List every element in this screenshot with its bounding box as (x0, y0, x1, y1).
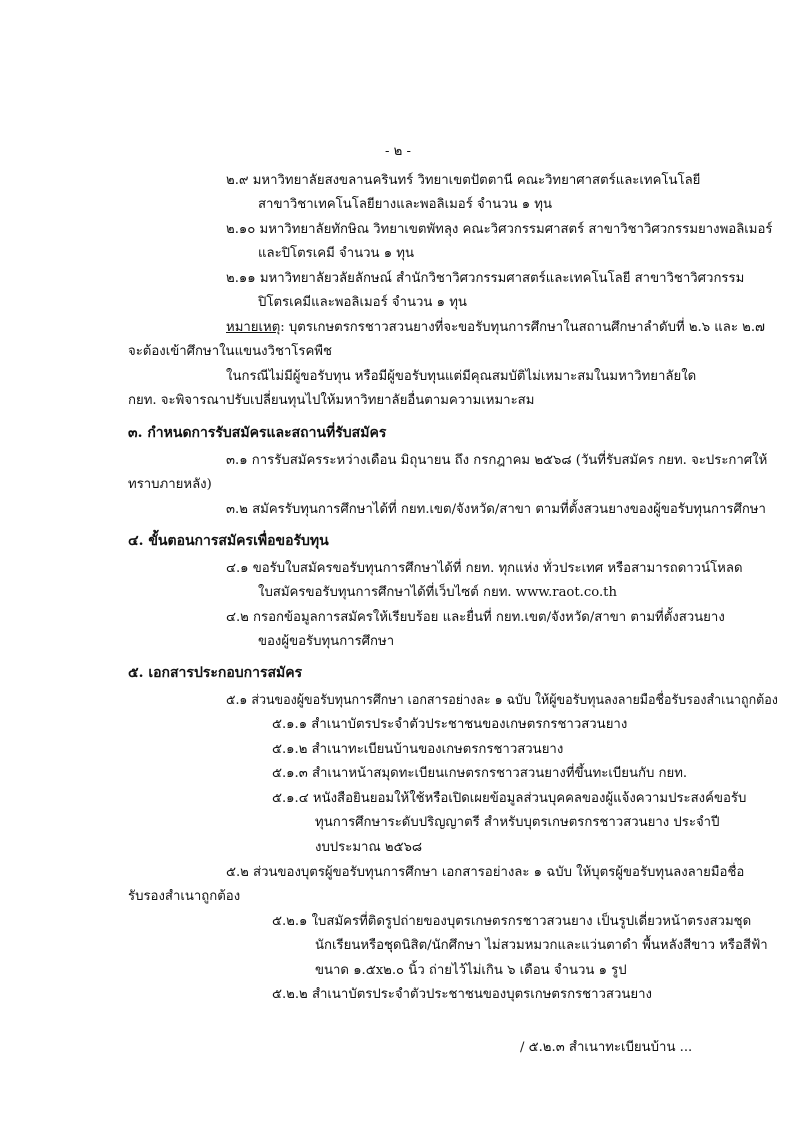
item-5-2-1-cont: นักเรียนหรือชุดนิสิต/นักศึกษา ไม่สวมหมวกและแว่นตาดำ พื้นหลังสีขาว หรือสีฟ้า (315, 938, 768, 953)
item-5-1-4: ๕.๑.๔ หนังสือยินยอมให้ใช้หรือเปิดเผยข้อมูลส่วนบุคคลของผู้แจ้งความประสงค์ขอรับ (272, 791, 747, 806)
item-3-2: ๓.๒ สมัครรับทุนการศึกษาได้ที่ กยท.เขต/จังหวัด/สาขา ตามที่ตั้งสวนยางของผู้ขอรับทุนการศึกษา (226, 502, 766, 517)
item-5-1-2: ๕.๑.๒ สำเนาทะเบียนบ้านของเกษตรกรชาวสวนยาง (272, 742, 564, 757)
remark-line (226, 319, 765, 337)
item-2-10: ๒.๑๐ มหาวิทยาลัยทักษิณ วิทยาเขตพัทลุง คณะวิศวกรรมศาสตร์ สาขาวิชาวิศวกรรมยางพอลิเมอร์ (226, 222, 773, 237)
item-5-2: ๕.๒ ส่วนของบุตรผู้ขอรับทุนการศึกษา เอกสารอย่างละ ๑ ฉบับ ให้บุตรผู้ขอรับทุนลงลายมือชื่อ (226, 865, 745, 880)
item-5-1-4-cont: ทุนการศึกษาระดับปริญญาตรี สำหรับบุตรเกษตรกรชาวสวนยาง ประจำปี (315, 815, 720, 830)
remark-text: : บุตรเกษตรกรชาวสวนยางที่จะขอรับทุนการศึกษาในสถานศึกษาลำดับที่ ๒.๖ และ ๒.๗ (280, 320, 765, 335)
item-5-1-4-cont2: งบประมาณ ๒๕๖๘ (315, 840, 423, 855)
item-5-1: ๕.๑ ส่วนของผู้ขอรับทุนการศึกษา เอกสารอย่างละ ๑ ฉบับ ให้ผู้ขอรับทุนลงลายมือชื่อรับรองสำเนาถูกต้อง (226, 693, 778, 708)
item-5-2-2: ๕.๒.๒ สำเนาบัตรประจำตัวประชาชนของบุตรเกษตรกรชาวสวนยาง (272, 987, 652, 1002)
item-4-1-cont: ใบสมัครขอรับทุนการศึกษาได้ที่เว็บไซต์ กยท. www.raot.co.th (258, 585, 617, 600)
item-4-2: ๔.๒ กรอกข้อมูลการสมัครให้เรียบร้อย และยื่นที่ กยท.เขต/จังหวัด/สาขา ตามที่ตั้งสวนยาง (226, 610, 725, 625)
item-2-9-cont: สาขาวิชาเทคโนโลยียางและพอลิเมอร์ จำนวน ๑ ทุน (258, 197, 553, 212)
continuation-note: / ๕.๒.๓ สำเนาทะเบียนบ้าน ... (520, 1040, 693, 1055)
item-4-2-cont: ของผู้ขอรับทุนการศึกษา (258, 634, 395, 649)
item-5-1-3: ๕.๑.๓ สำเนาหน้าสมุดทะเบียนเกษตรกรชาวสวนยางที่ขึ้นทะเบียนกับ กยท. (272, 766, 688, 781)
item-3-1: ๓.๑ การรับสมัครระหว่างเดือน มิถุนายน ถึง กรกฎาคม ๒๕๖๘ (วันที่รับสมัคร กยท. จะประกาศให้ (226, 453, 768, 468)
remark-cont: จะต้องเข้าศึกษาในแขนงวิชาโรคพืช (128, 344, 332, 359)
remark-label: หมายเหตุ (226, 320, 281, 335)
substitution-note-cont: กยท. จะพิจารณาปรับเปลี่ยนทุนไปให้มหาวิทยาลัยอื่นตามความเหมาะสม (128, 393, 535, 408)
substitution-note: ในกรณีไม่มีผู้ขอรับทุน หรือมีผู้ขอรับทุนแต่มีคุณสมบัติไม่เหมาะสมในมหาวิทยาลัยใด (226, 369, 697, 384)
page-number: - ๒ - (385, 144, 411, 159)
item-4-1: ๔.๑ ขอรับใบสมัครขอรับทุนการศึกษาได้ที่ กยท. ทุกแห่ง ทั่วประเทศ หรือสามารถดาวน์โหลด (226, 561, 743, 576)
item-5-2-1: ๕.๒.๑ ใบสมัครที่ติดรูปถ่ายของบุตรเกษตรกรชาวสวนยาง เป็นรูปเดี่ยวหน้าตรงสวมชุด (272, 914, 752, 929)
item-2-10-cont: และปิโตรเคมี จำนวน ๑ ทุน (258, 246, 415, 261)
item-2-9: ๒.๙ มหาวิทยาลัยสงขลานครินทร์ วิทยาเขตปัตตานี คณะวิทยาศาสตร์และเทคโนโลยี (226, 173, 701, 188)
section-5-heading: ๕. เอกสารประกอบการสมัคร (128, 665, 303, 681)
section-3-heading: ๓. กำหนดการรับสมัครและสถานที่รับสมัคร (128, 425, 387, 441)
item-5-1-1: ๕.๑.๑ สำเนาบัตรประจำตัวประชาชนของเกษตรกรชาวสวนยาง (272, 717, 628, 732)
item-2-11-cont: ปิโตรเคมีและพอลิเมอร์ จำนวน ๑ ทุน (258, 295, 467, 310)
item-3-1-cont: ทราบภายหลัง) (128, 477, 212, 492)
section-4-heading: ๔. ขั้นตอนการสมัครเพื่อขอรับทุน (128, 533, 329, 549)
item-5-2-1-cont2: ขนาด ๑.๕x๒.๐ นิ้ว ถ่ายไว้ไม่เกิน ๖ เดือน จำนวน ๑ รูป (315, 963, 627, 978)
item-5-2-cont: รับรองสำเนาถูกต้อง (128, 889, 241, 904)
item-2-11: ๒.๑๑ มหาวิทยาลัยวลัยลักษณ์ สำนักวิชาวิศวกรรมศาสตร์และเทคโนโลยี สาขาวิชาวิศวกรรม (226, 271, 745, 286)
